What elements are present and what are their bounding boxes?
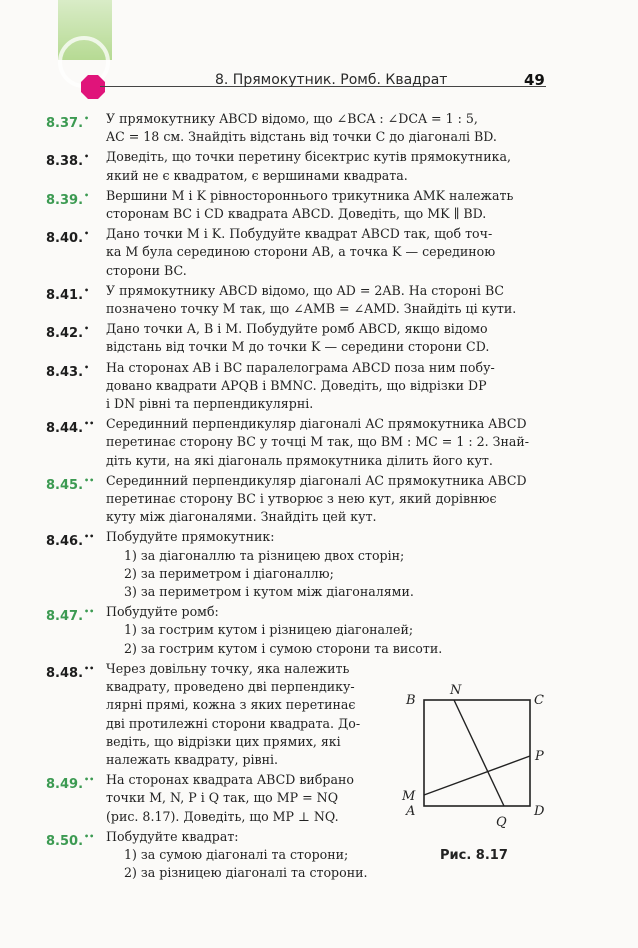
chapter-title: 8. Прямокутник. Ромб. Квадрат (215, 72, 448, 88)
magenta-octagon-icon (80, 74, 106, 100)
problem-8-50: 8.50.•• Побудуйте квадрат: 1) за сумою діагоналі та сторони; 2) за різницею діагоналі та сторони. (46, 828, 368, 881)
problem-8-44: 8.44.•• Серединний перпендикуляр діагоналі AC прямокутника ABCD перетинає сторону BC у точці M так, що BM : MC = 1 : 2. Знай- діть кути, на які діагональ прямокутника ділить його кут. (46, 416, 529, 468)
problem-8-45: 8.45.•• Серединний перпендикуляр діагоналі AC прямокутника ABCD перетинає сторону BC і утворює з нею кут, який дорівнює куту між діагоналями. Знайдіть цей кут. (46, 472, 527, 525)
problem-number: 8.38.• (46, 152, 90, 170)
problem-number: 8.37.• (46, 114, 90, 131)
problem-number: 8.40.• (46, 229, 90, 247)
problem-8-49: 8.49.•• На сторонах квадрата ABCD вибрано точки M, N, P і Q так, що MP = NQ (рис. 8.17). Доведіть, що MP ⊥ NQ. (46, 772, 354, 824)
label-d: D (534, 804, 545, 819)
problem-number: 8.44.•• (46, 419, 95, 437)
problem-number: 8.48.•• (46, 663, 95, 681)
problem-number: 8.41.• (46, 285, 90, 303)
segment-mp (424, 756, 530, 795)
problem-8-39: 8.39.• Вершини M і K рівностороннього трикутника AMK належать сторонам BC і CD квадрата ABCD. Доведіть, що MK ∥ BD. (46, 187, 514, 222)
problem-number: 8.46.•• (46, 532, 95, 550)
label-q: Q (496, 815, 507, 830)
problem-8-37: 8.37.• У прямокутнику ABCD відомо, що ∠BCA : ∠DCA = 1 : 5, AC = 18 см. Знайдіть відстань від точки C до діагоналі BD. (46, 111, 497, 145)
segment-nq (454, 700, 504, 806)
problem-8-48: 8.48.•• Через довільну точку, яка належить квадрату, проведено дві перпендику- лярні прямі, кожна з яких перетинає дві протилежні сторони квадрата. До- ведіть, що відрізки цих прямих, які належать квадрату, рівні. (46, 660, 361, 767)
label-p: P (535, 749, 544, 764)
problem-number: 8.50.•• (46, 831, 95, 849)
label-m: M (402, 789, 416, 804)
problem-8-38: 8.38.• Доведіть, що точки перетину бісектрис кутів прямокутника, який не є квадратом, є вершинами квадрата. (46, 149, 511, 183)
square-abcd (424, 700, 530, 806)
figure-caption: Рис. 8.17 (440, 848, 508, 863)
problem-8-46: 8.46.•• Побудуйте прямокутник: 1) за діагоналлю та різницею двох сторін; 2) за периметром і діагоналлю; 3) за периметром і кутом між діагоналями. (46, 529, 414, 600)
problem-8-43: 8.43.• На сторонах AB і BC паралелограма ABCD поза ним побу- довано квадрати APQB і BMNC. Доведіть, що відрізки DP і DN рівні та перпендикулярні. (46, 359, 495, 412)
problem-8-41: 8.41.• У прямокутнику ABCD відомо, що AD = 2AB. На стороні BC позначено точку M так, що ∠AMB = ∠AMD. Знайдіть ці кути. (46, 282, 517, 317)
page-number: 49 (524, 71, 545, 89)
problem-8-40: 8.40.• Дано точки M і K. Побудуйте квадрат ABCD так, щоб точ- ка M була серединою сторони AB, а точка K — серединою сторони BC. (46, 226, 496, 278)
problem-8-42: 8.42.• Дано точки A, B і M. Побудуйте ромб ABCD, якщо відомо відстань від точки M до точки K — середини сторони CD. (46, 321, 490, 355)
problem-8-47: 8.47.•• Побудуйте ромб: 1) за гострим кутом і різницею діагоналей; 2) за гострим кутом і сумою сторони та висоти. (46, 604, 443, 656)
label-a: A (406, 804, 416, 819)
label-n: N (450, 683, 462, 698)
problem-number: 8.39.• (46, 190, 90, 208)
problem-number: 8.43.• (46, 362, 90, 380)
label-b: B (406, 693, 416, 708)
figure-8-17 (396, 680, 556, 830)
problem-number: 8.42.• (46, 324, 90, 342)
problem-number: 8.47.•• (46, 607, 95, 625)
problem-number: 8.45.•• (46, 475, 95, 493)
label-c: C (534, 693, 544, 708)
problem-number: 8.49.•• (46, 775, 95, 793)
